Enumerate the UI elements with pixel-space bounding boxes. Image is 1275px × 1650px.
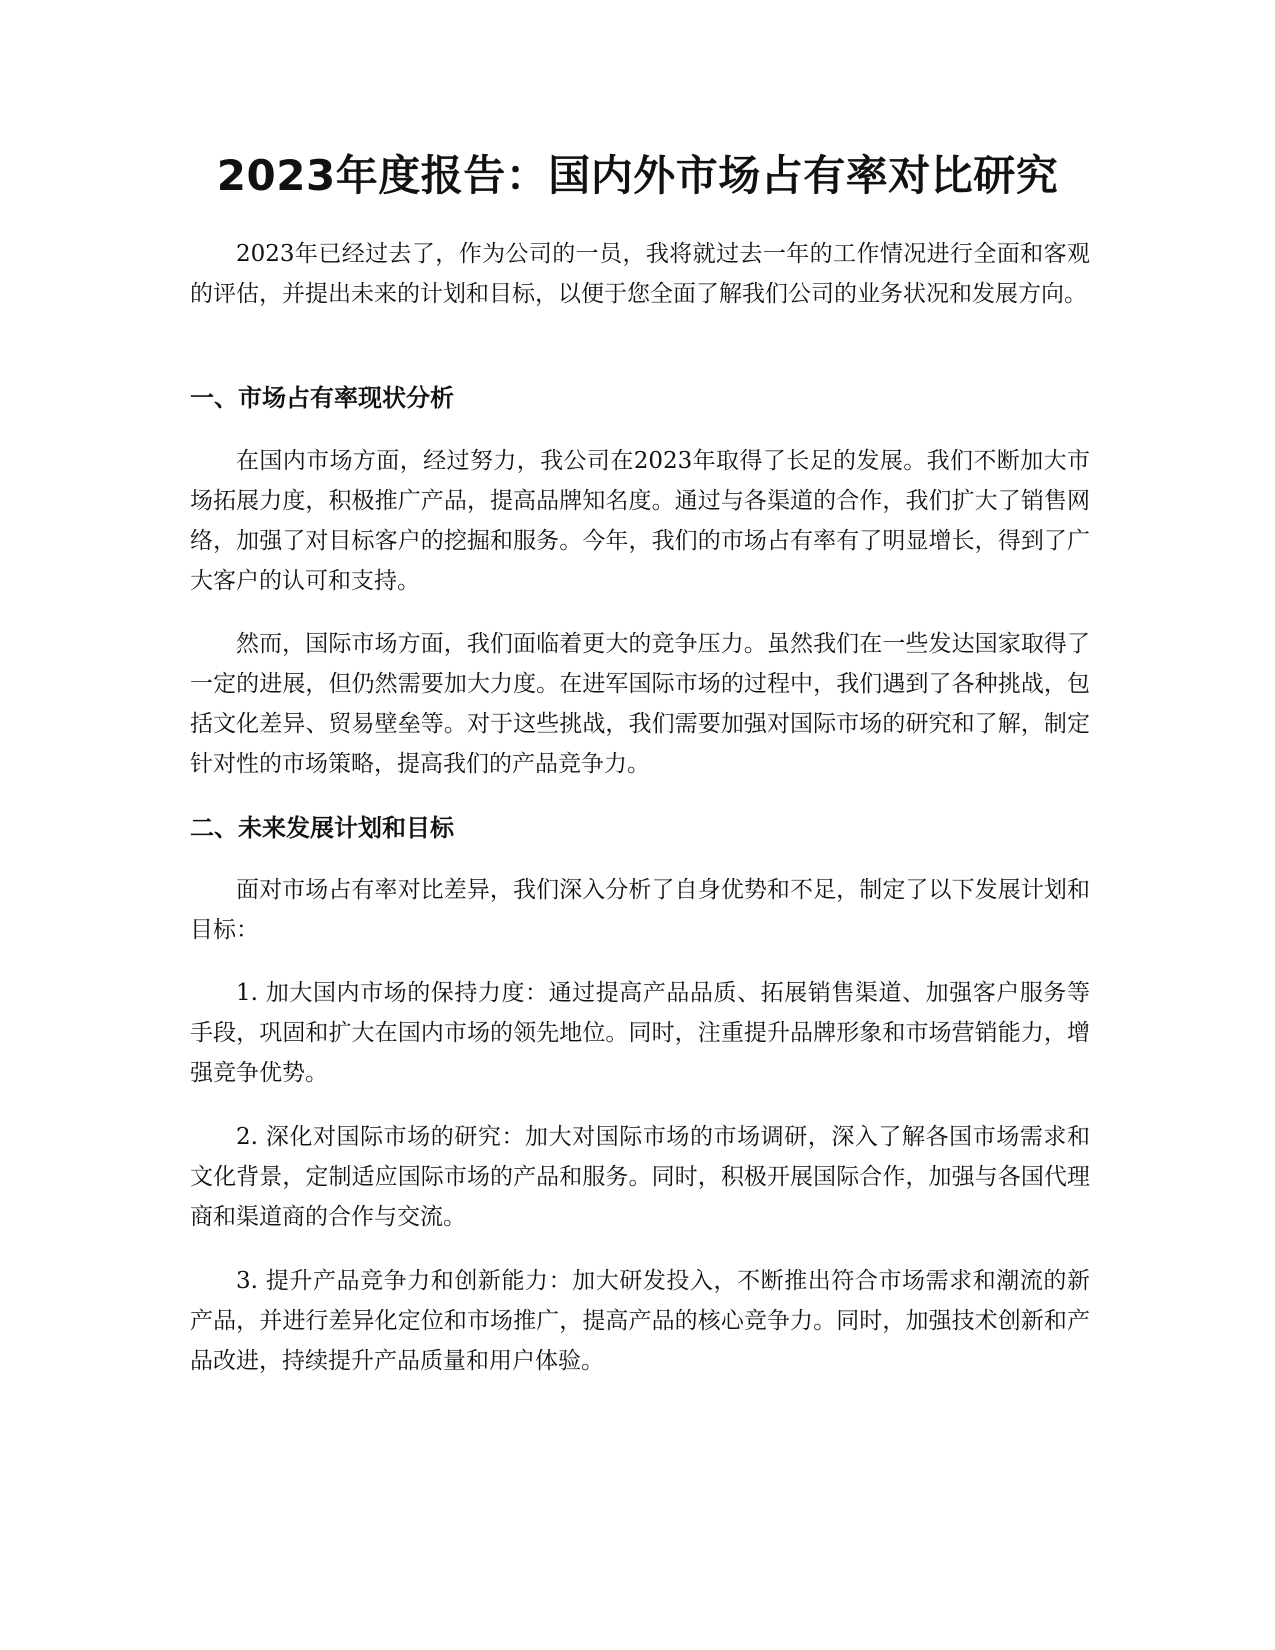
intro-paragraph: 2023年已经过去了，作为公司的一员，我将就过去一年的工作情况进行全面和客观的评估，并提出未来的计划和目标，以便于您全面了解我们公司的业务状况和发展方向。 [190,241,1090,307]
section-1-paragraph-2: 然而，国际市场方面，我们面临着更大的竞争压力。虽然我们在一些发达国家取得了一定的进展，但仍然需要加大力度。在进军国际市场的过程中，我们遇到了各种挑战，包括文化差异、贸易壁垒等。对于这些挑战，我们需要加强对国际市场的研究和了解，制定针对性的市场策略，提高我们的产品竞争力。 [190,631,1090,777]
plan-item-2: 2. 深化对国际市场的研究：加大对国际市场的市场调研，深入了解各国市场需求和文化背景，定制适应国际市场的产品和服务。同时，积极开展国际合作，加强与各国代理商和渠道商的合作与交流。 [190,1124,1090,1230]
section-1-heading: 一、市场占有率现状分析 [190,384,454,412]
section-2-intro: 面对市场占有率对比差异，我们深入分析了自身优势和不足，制定了以下发展计划和目标： [190,877,1090,943]
plan-item-3: 3. 提升产品竞争力和创新能力：加大研发投入，不断推出符合市场需求和潮流的新产品，并进行差异化定位和市场推广，提高产品的核心竞争力。同时，加强技术创新和产品改进，持续提升产品质量和用户体验。 [190,1268,1090,1374]
section-2-heading: 二、未来发展计划和目标 [190,814,454,842]
plan-item-1: 1. 加大国内市场的保持力度：通过提高产品品质、拓展销售渠道、加强客户服务等手段，巩固和扩大在国内市场的领先地位。同时，注重提升品牌形象和市场营销能力，增强竞争优势。 [190,980,1090,1086]
section-1-paragraph-1: 在国内市场方面，经过努力，我公司在2023年取得了长足的发展。我们不断加大市场拓展力度，积极推广产品，提高品牌知名度。通过与各渠道的合作，我们扩大了销售网络，加强了对目标客户的挖掘和服务。今年，我们的市场占有率有了明显增长，得到了广大客户的认可和支持。 [190,448,1090,594]
document-title: 2023年度报告：国内外市场占有率对比研究 [216,151,1059,200]
